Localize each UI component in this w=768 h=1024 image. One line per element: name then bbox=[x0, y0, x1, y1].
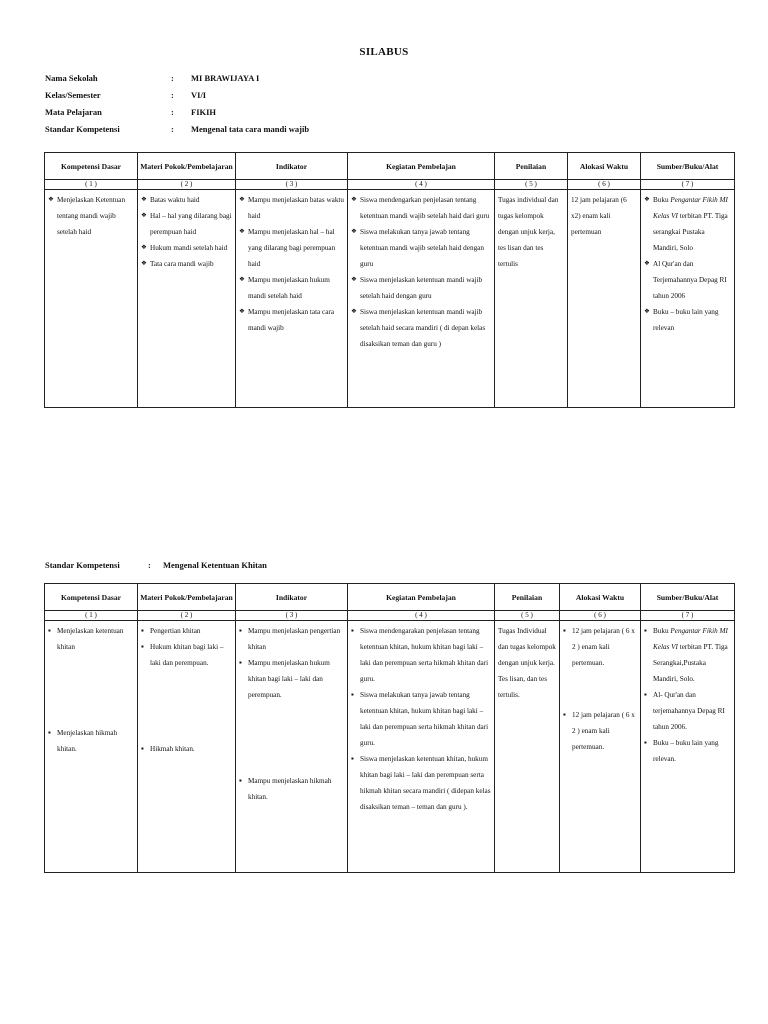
header-penilaian: Penilaian bbox=[495, 584, 560, 611]
header-sumber: Sumber/Buku/Alat bbox=[641, 584, 735, 611]
col-number: ( 5 ) bbox=[495, 611, 560, 621]
list-item: ▪ Menjelaskan ketentuan khitan bbox=[48, 623, 134, 655]
book-publisher: terbitan PT. Tiga serangkai Pustaka Mandiri, Solo bbox=[653, 212, 728, 252]
class-semester-value: VI/I bbox=[191, 90, 207, 100]
list-item: ❖ Batas waktu haid bbox=[141, 192, 232, 208]
header-kegiatan: Kegiatan Pembelajan bbox=[348, 584, 495, 611]
cell-penilaian: Tugas Individual dan tugas kelompok dengan unjuk kerja. Tes lisan, dan tes tertulis. bbox=[495, 621, 560, 873]
colon: : bbox=[171, 73, 174, 83]
syllabus-table-2 bbox=[44, 583, 735, 873]
book-title: Pengantar Fikih MI Kelas VI bbox=[653, 196, 728, 220]
subject-label: Mata Pelajaran bbox=[45, 107, 102, 117]
col-number: ( 7 ) bbox=[641, 611, 735, 621]
cell-indikator bbox=[236, 621, 348, 873]
source-prefix: Buku bbox=[653, 196, 669, 204]
competency-standard-2-label: Standar Kompetensi bbox=[45, 560, 120, 570]
list-item: ❖ Mampu menjelaskan tata cara mandi wajib bbox=[239, 304, 344, 336]
list-item: ▪ 12 jam pelajaran ( 6 x 2 ) enam kali pertemuan. bbox=[563, 707, 637, 755]
school-name-value: MI BRAWIJAYA I bbox=[191, 73, 260, 83]
header-penilaian: Penilaian bbox=[495, 153, 568, 180]
subject-value: FIKIH bbox=[191, 107, 217, 117]
spacer bbox=[563, 671, 637, 707]
col-number: ( 6 ) bbox=[560, 611, 641, 621]
cell-materi bbox=[138, 190, 236, 408]
list-item: ▪ Al- Qur'an dan terjemahannya Depag RI tahun 2006. bbox=[644, 687, 731, 735]
col-number: ( 3 ) bbox=[236, 180, 348, 190]
list-item: ❖ Siswa menjelaskan ketentuan mandi wajib setelah haid dengan guru bbox=[351, 272, 491, 304]
list-item: ❖ Menjelaskan Ketentuan tentang mandi wajib setelah haid bbox=[48, 192, 134, 240]
list-item: ▪ Buku – buku lain yang relevan. bbox=[644, 735, 731, 767]
colon: : bbox=[148, 560, 151, 570]
spacer bbox=[48, 655, 134, 725]
cell-alokasi bbox=[560, 621, 641, 873]
list-item: ▪ Mampu menjelaskan hikmah khitan. bbox=[239, 773, 344, 805]
header-indikator: Indikator bbox=[236, 584, 348, 611]
list-item: ❖ Hal – hal yang dilarang bagi perempuan haid bbox=[141, 208, 232, 240]
list-item: ❖ Siswa menjelaskan ketentuan mandi wajib setelah haid secara mandiri ( di depan kelas disaksikan teman dan guru ) bbox=[351, 304, 491, 352]
competency-standard-2-value: Mengenal Ketentuan Khitan bbox=[163, 560, 267, 570]
source-prefix: Buku bbox=[653, 627, 669, 635]
list-item bbox=[644, 192, 731, 256]
list-item: ❖ Mampu menjelaskan hal – hal yang dilarang bagi perempuan haid bbox=[239, 224, 344, 272]
page-title: SILABUS bbox=[359, 46, 409, 58]
header-kompetensi: Kompetensi Dasar bbox=[45, 153, 138, 180]
col-number: ( 3 ) bbox=[236, 611, 348, 621]
school-name-label: Nama Sekolah bbox=[45, 73, 98, 83]
list-item: ▪ Pengertian khitan bbox=[141, 623, 232, 639]
col-number: ( 1 ) bbox=[45, 180, 138, 190]
header-kegiatan: Kegiatan Pembelajan bbox=[348, 153, 495, 180]
col-number: ( 6 ) bbox=[568, 180, 641, 190]
list-item: ▪ Hukum khitan bagi laki – laki dan perempuan. bbox=[141, 639, 232, 671]
list-item: ❖ Buku – buku lain yang relevan bbox=[644, 304, 731, 336]
list-item: ▪ Hikmah khitan. bbox=[141, 741, 232, 757]
colon: : bbox=[171, 124, 174, 134]
cell-kegiatan bbox=[348, 190, 495, 408]
cell-kompetensi bbox=[45, 190, 138, 408]
book-publisher: terbitan PT. Tiga Serangkai,Pustaka Mandiri, Solo. bbox=[653, 643, 728, 683]
list-item: ▪ Siswa melakukan tanya jawab tentang ketentuan khitan, hukum khitan bagi laki – laki dan perempuan serta hikmah khitan dari guru. bbox=[351, 687, 491, 751]
header-indikator: Indikator bbox=[236, 153, 348, 180]
list-item: ❖ Al Qur'an dan Terjemahannya Depag RI tahun 2006 bbox=[644, 256, 731, 304]
syllabus-table-1 bbox=[44, 152, 735, 408]
list-item: ❖ Siswa mendengarkan penjelasan tentang ketentuan mandi wajib setelah haid dari guru bbox=[351, 192, 491, 224]
list-item: ▪ Siswa menjelaskan ketentuan khitan, hukum khitan bagi laki – laki dan perempuan serta hikmah khitan secara mandiri ( didepan kelas disaksikan teman – teman dan guru ). bbox=[351, 751, 491, 815]
spacer bbox=[141, 671, 232, 741]
col-number: ( 7 ) bbox=[641, 180, 735, 190]
header-sumber: Sumber/Buku/Alat bbox=[641, 153, 735, 180]
colon: : bbox=[171, 107, 174, 117]
cell-materi bbox=[138, 621, 236, 873]
competency-standard-2-row bbox=[45, 560, 267, 570]
list-item: ▪ Mampu menjelaskan pengertian khitan bbox=[239, 623, 344, 655]
cell-kegiatan bbox=[348, 621, 495, 873]
cell-sumber bbox=[641, 621, 735, 873]
list-item bbox=[644, 623, 731, 687]
col-number: ( 4 ) bbox=[348, 180, 495, 190]
header-materi: Materi Pokok/Pembelajaran bbox=[138, 153, 236, 180]
list-item: ❖ Tata cara mandi wajib bbox=[141, 256, 232, 272]
cell-kompetensi bbox=[45, 621, 138, 873]
cell-penilaian: Tugas individual dan tugas kelompok dengan unjuk kerja, tes lisan dan tes tertulis bbox=[495, 190, 568, 408]
book-title: Pengantar Fikih MI Kelas VI bbox=[653, 627, 728, 651]
list-item: ❖ Hukum mandi setelah haid bbox=[141, 240, 232, 256]
col-number: ( 1 ) bbox=[45, 611, 138, 621]
cell-indikator bbox=[236, 190, 348, 408]
header-alokasi: Alokasi Waktu bbox=[560, 584, 641, 611]
col-number: ( 4 ) bbox=[348, 611, 495, 621]
list-item: ▪ Siswa mendengarakan penjelasan tentang ketentuan khitan, hukum khitan bagi laki – laki dan perempuan serta hikmah khitan dari guru. bbox=[351, 623, 491, 687]
header-kompetensi: Kompetensi Dasar bbox=[45, 584, 138, 611]
cell-alokasi: 12 jam pelajaran (6 x2) enam kali pertemuan bbox=[568, 190, 641, 408]
class-semester-label: Kelas/Semester bbox=[45, 90, 101, 100]
list-item: ▪ Mampu menjelaskan hukum khitan bagi laki – laki dan perempuan. bbox=[239, 655, 344, 703]
header-alokasi: Alokasi Waktu bbox=[568, 153, 641, 180]
list-item: ❖ Mampu menjelaskan hukum mandi setelah haid bbox=[239, 272, 344, 304]
competency-standard-label: Standar Kompetensi bbox=[45, 124, 120, 134]
list-item: ❖ Siswa melakukan tanya jawab tentang ketentuan mandi wajib setelah haid dengan guru bbox=[351, 224, 491, 272]
competency-standard-value: Mengenal tata cara mandi wajib bbox=[191, 124, 310, 134]
col-number: ( 5 ) bbox=[495, 180, 568, 190]
col-number: ( 2 ) bbox=[138, 611, 236, 621]
list-item: ▪ 12 jam pelajaran ( 6 x 2 ) enam kali pertemuan. bbox=[563, 623, 637, 671]
col-number: ( 2 ) bbox=[138, 180, 236, 190]
colon: : bbox=[171, 90, 174, 100]
spacer bbox=[239, 703, 344, 773]
list-item: ▪ Menjelaskan hikmah khitan. bbox=[48, 725, 134, 757]
cell-sumber bbox=[641, 190, 735, 408]
header-materi: Materi Pokok/Pembelajaran bbox=[138, 584, 236, 611]
list-item: ❖ Mampu menjelaskan batas waktu haid bbox=[239, 192, 344, 224]
